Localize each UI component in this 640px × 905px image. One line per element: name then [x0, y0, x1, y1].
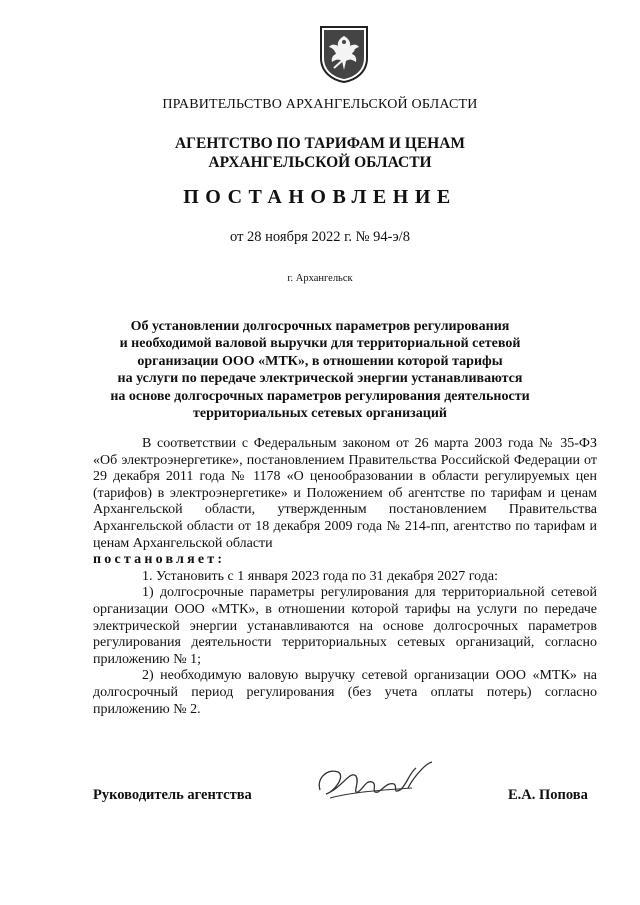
handwritten-signature	[312, 758, 442, 808]
title-line: на услуги по передаче электрической энергии устанавливаются	[117, 371, 523, 387]
title-line: и необходимой валовой выручки для территориальной сетевой	[119, 336, 521, 352]
title-line: на основе долгосрочных параметров регулирования деятельности	[110, 388, 530, 404]
agency-name-line1: АГЕНТСТВО ПО ТАРИФАМ И ЦЕНАМ	[174, 135, 466, 152]
resolves-word: постановляет:	[93, 552, 226, 568]
document-title	[0, 318, 640, 422]
preamble: В соответствии с Федеральным законом от 26 марта 2003 года № 35-ФЗ «Об электроэнергетике», постановлением Правительства Российской Федерации от 29 декабря 2011 года № 1178 «О ценообразовании в области регулируемых цен (тарифов) в электроэнергетике» и Положением об агентстве по тарифам и ценам Архангельской области, утвержденным постановлением Правительства Архангельской области от 18 декабря 2009 года № 214-пп, агентство по тарифам и ценам Архангельской области	[93, 436, 597, 551]
item-1-2: 2) необходимую валовую выручку сетевой организации ООО «МТК» на долгосрочный период регулирования (без учета оплаты потерь) согласно приложению № 2.	[93, 668, 597, 717]
title-line: территориальных сетевых организаций	[193, 406, 447, 422]
title-line: организации ООО «МТК», в отношении которой тарифы	[137, 353, 503, 369]
city: г. Архангельск	[287, 273, 353, 284]
signatory-position: Руководитель агентства	[93, 787, 252, 803]
document-body	[93, 436, 597, 718]
item-1: 1. Установить с 1 января 2023 года по 31 декабря 2027 года:	[142, 568, 499, 584]
date-number: от 28 ноября 2022 г. № 94-э/8	[230, 229, 410, 245]
title-line: Об установлении долгосрочных параметров регулирования	[130, 319, 510, 334]
agency-name	[0, 134, 640, 172]
signatory-name: Е.А. Попова	[508, 787, 588, 803]
item-1-1: 1) долгосрочные параметры регулирования для территориальной сетевой организации ООО «МТК», в отношении которой тарифы на услуги по передаче электрической энергии устанавливаются на основе долгосрочных параметров регулирования деятельности территориальных сетевых организаций, согласно приложению № 1;	[93, 585, 597, 667]
document-type: ПОСТАНОВЛЕНИЕ	[183, 186, 457, 208]
government-name: ПРАВИТЕЛЬСТВО АРХАНГЕЛЬСКОЙ ОБЛАСТИ	[162, 97, 478, 112]
coat-of-arms-icon	[318, 24, 370, 84]
agency-name-line2: АРХАНГЕЛЬСКОЙ ОБЛАСТИ	[208, 154, 432, 171]
